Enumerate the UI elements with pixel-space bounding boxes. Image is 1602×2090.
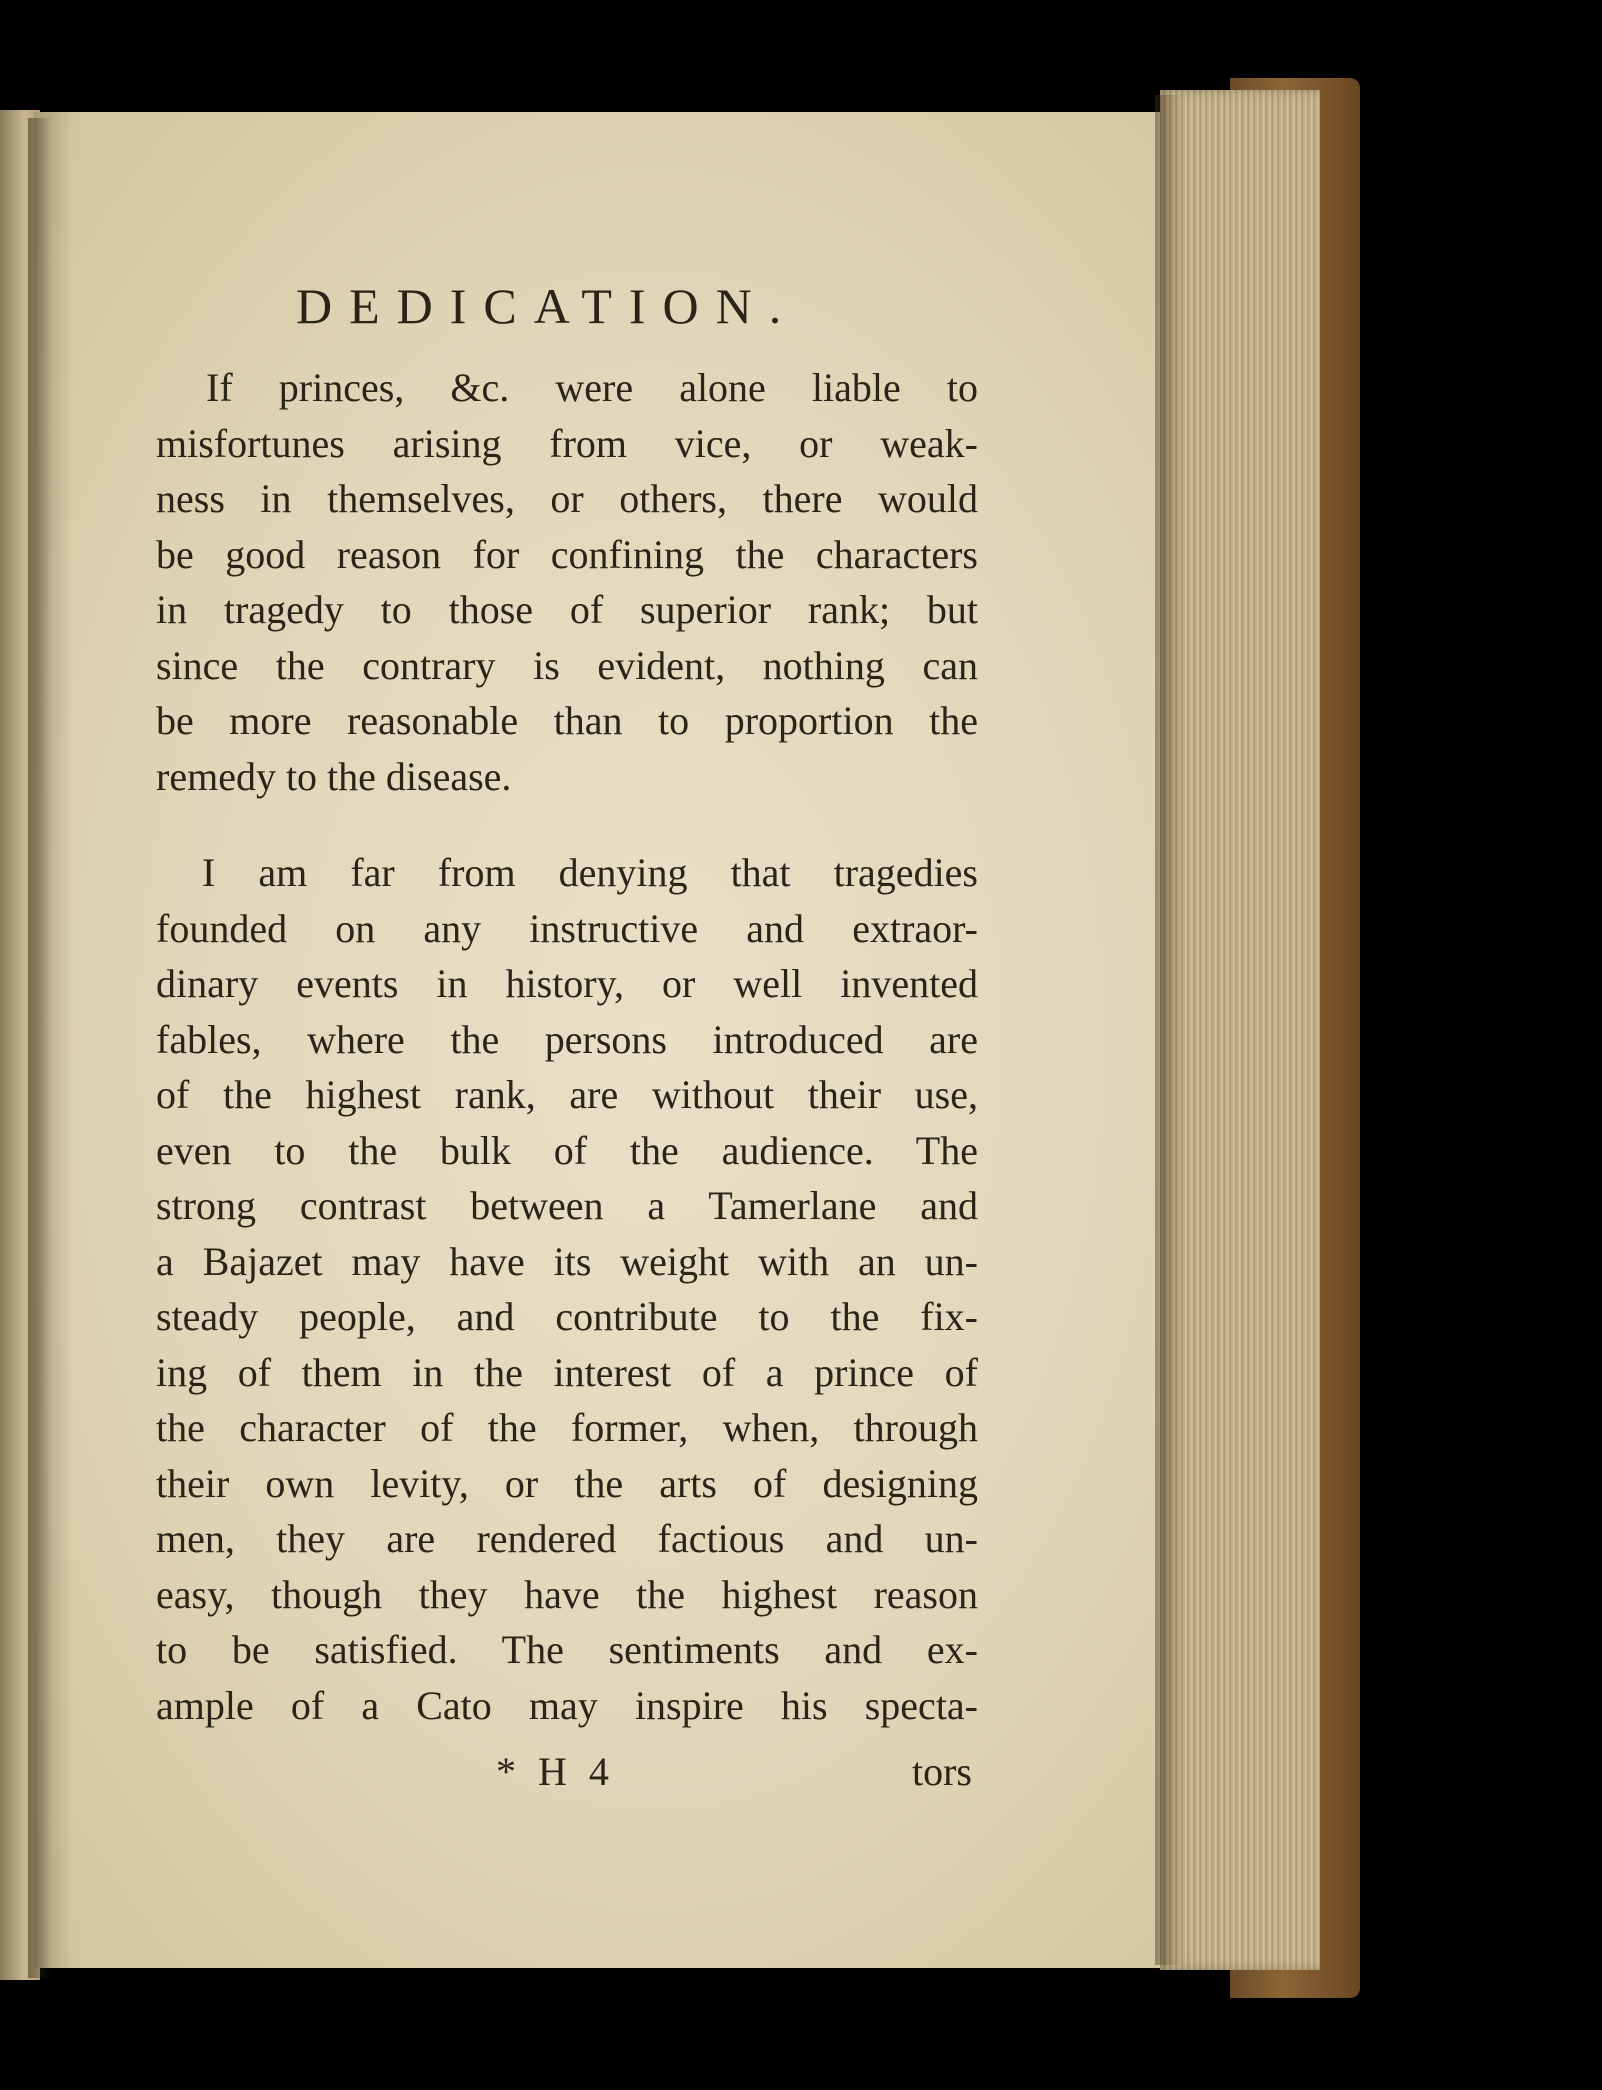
text-line: strong contrast between a Tamerlane and (156, 1183, 978, 1228)
paragraph-1 (156, 360, 978, 804)
paragraph-2 (156, 845, 978, 1733)
text-line: even to the bulk of the audience. The (156, 1127, 978, 1173)
catchword: tors (912, 1749, 972, 1794)
binding-shadow (28, 118, 52, 1978)
text-line: remedy to the disease. (156, 753, 512, 799)
text-line: to be satisfied. The sentiments and ex- (156, 1627, 978, 1672)
text-line: If princes, &c. were alone liable to (206, 365, 978, 410)
text-line: steady people, and contribute to the fix- (156, 1294, 978, 1339)
text-line: easy, though they have the highest reason (156, 1571, 978, 1617)
text-line: their own levity, or the arts of designing (156, 1460, 978, 1506)
fore-edge-shadow (1155, 95, 1185, 1965)
text-line: ness in themselves, or others, there would (156, 476, 978, 521)
page-footer (156, 1748, 978, 1808)
text-line: be good reason for confining the characters (156, 531, 978, 577)
text-line: the character of the former, when, through (156, 1405, 978, 1450)
text-line: since the contrary is evident, nothing can (156, 642, 978, 688)
text-line: ing of them in the interest of a prince of (156, 1349, 978, 1395)
text-line: dinary events in history, or well invented (156, 961, 978, 1006)
page-heading: DEDICATION. (296, 278, 799, 334)
text-line: in tragedy to those of superior rank; but (156, 587, 978, 632)
text-line: ample of a Cato may inspire his specta- (156, 1682, 978, 1728)
signature-mark: * H 4 (496, 1749, 615, 1794)
text-line: founded on any instructive and extraor- (156, 905, 978, 951)
text-line: fables, where the persons introduced are (156, 1016, 978, 1062)
text-line: men, they are rendered factious and un- (156, 1516, 978, 1561)
text-line: be more reasonable than to proportion the (156, 698, 978, 743)
text-line: I am far from denying that tragedies (202, 850, 978, 895)
text-line: misfortunes arising from vice, or weak- (156, 420, 978, 466)
text-line: of the highest rank, are without their use, (156, 1072, 978, 1117)
text-line: a Bajazet may have its weight with an un- (156, 1238, 978, 1284)
